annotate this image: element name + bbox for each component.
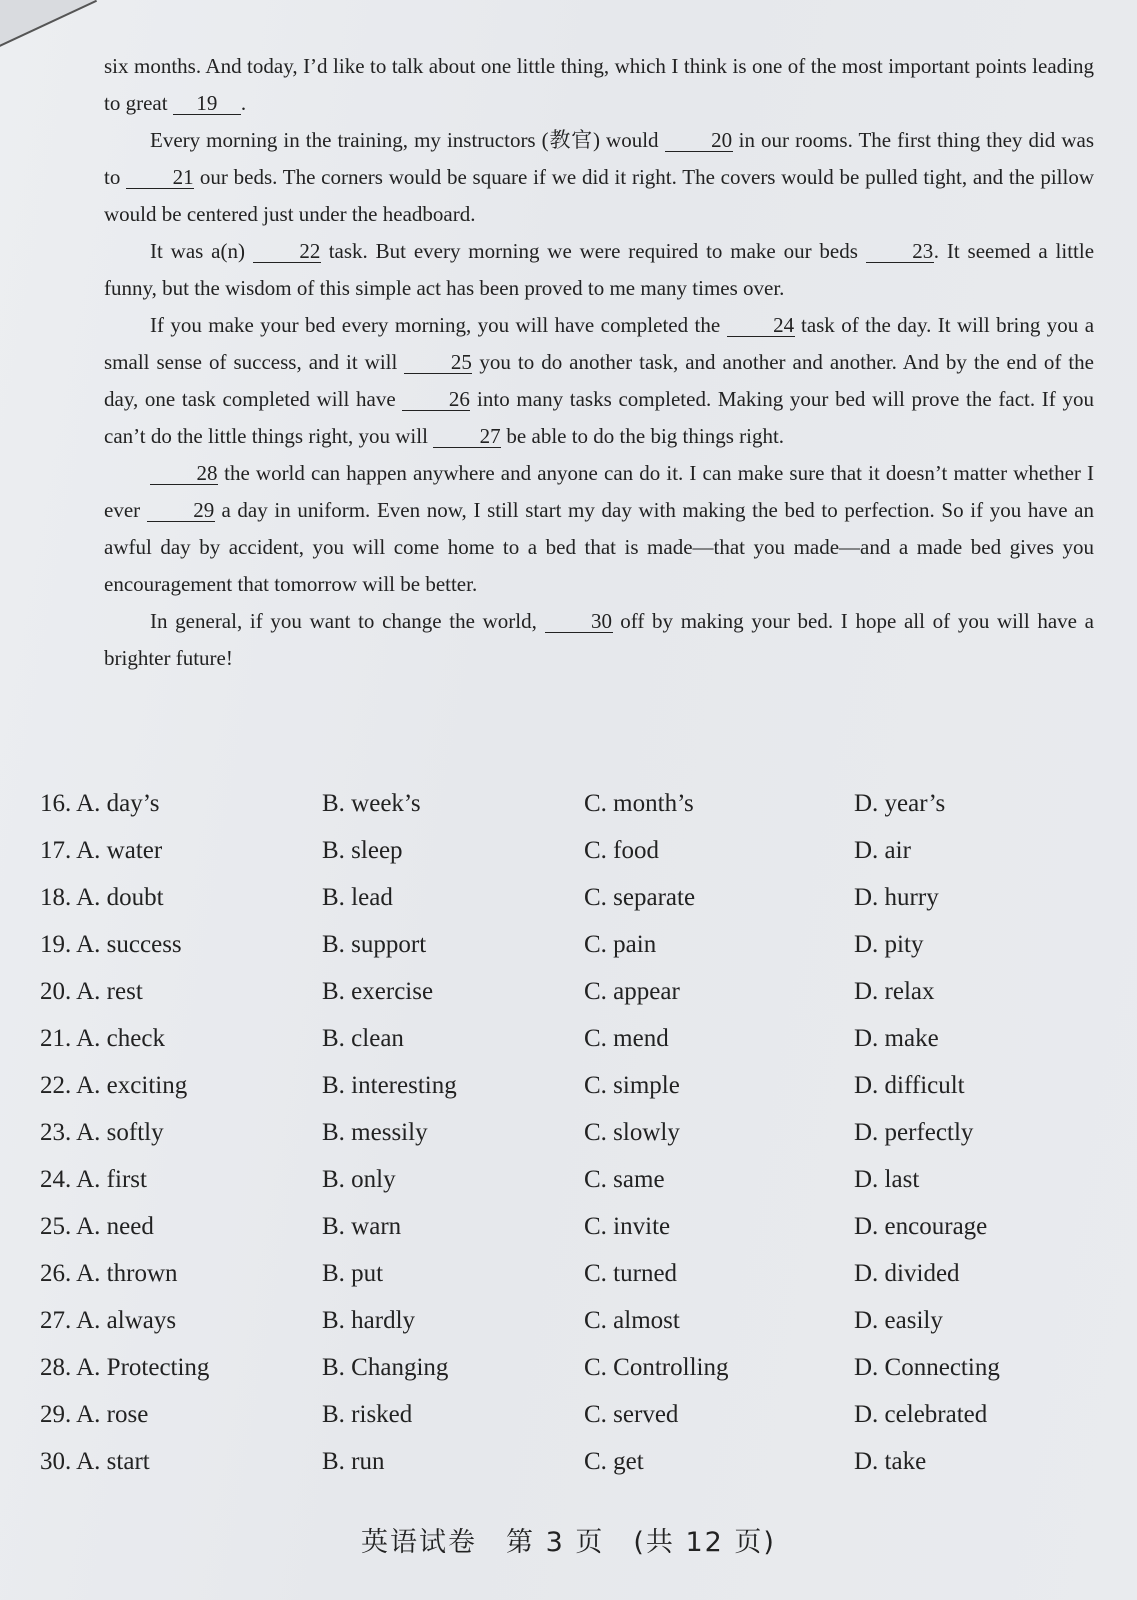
option-d: D. hurry bbox=[854, 883, 939, 911]
option-b: B. warn bbox=[322, 1212, 402, 1240]
option-d: D. year’s bbox=[854, 789, 946, 817]
option-c: C. invite bbox=[584, 1212, 671, 1240]
option-b: B. sleep bbox=[322, 836, 403, 864]
option-b: B. risked bbox=[322, 1400, 413, 1428]
option-d: D. air bbox=[854, 836, 911, 864]
option-a: 17. A. water bbox=[40, 836, 163, 864]
option-d: D. make bbox=[854, 1024, 939, 1052]
option-row-25 bbox=[40, 1203, 1120, 1250]
option-a: 16. A. day’s bbox=[40, 789, 160, 817]
option-b: B. interesting bbox=[322, 1071, 457, 1099]
option-b: B. put bbox=[322, 1259, 384, 1287]
option-row-20 bbox=[40, 968, 1120, 1015]
option-b: B. hardly bbox=[322, 1306, 416, 1334]
cloze-passage bbox=[104, 48, 1094, 677]
option-a: 23. A. softly bbox=[40, 1118, 164, 1146]
blank-23: 23 bbox=[866, 240, 934, 263]
option-a: 22. A. exciting bbox=[40, 1071, 188, 1099]
option-row-17 bbox=[40, 827, 1120, 874]
option-row-18 bbox=[40, 874, 1120, 921]
option-b: B. exercise bbox=[322, 977, 434, 1005]
option-c: C. appear bbox=[584, 977, 680, 1005]
option-row-28 bbox=[40, 1344, 1120, 1391]
option-d: D. encourage bbox=[854, 1212, 988, 1240]
option-b: B. clean bbox=[322, 1024, 404, 1052]
option-row-19 bbox=[40, 921, 1120, 968]
option-b: B. run bbox=[322, 1447, 385, 1475]
option-c: C. served bbox=[584, 1400, 679, 1428]
blank-21: 21 bbox=[126, 166, 194, 189]
blank-29: 29 bbox=[147, 499, 215, 522]
option-c: C. mend bbox=[584, 1024, 669, 1052]
option-c: C. get bbox=[584, 1447, 644, 1475]
folded-corner bbox=[0, 0, 97, 57]
option-row-24 bbox=[40, 1156, 1120, 1203]
option-row-23 bbox=[40, 1109, 1120, 1156]
paragraph-3: It was a(n) 22 task. But every morning we were required to make our beds 23. It seemed a little funny, but the wisdom of this simple act has been proved to me many times over. bbox=[104, 239, 1095, 300]
option-b: B. week’s bbox=[322, 789, 421, 817]
option-c: C. turned bbox=[584, 1259, 678, 1287]
option-c: C. slowly bbox=[584, 1118, 680, 1146]
option-a: 28. A. Protecting bbox=[40, 1353, 210, 1381]
option-d: D. take bbox=[854, 1447, 927, 1475]
option-d: D. Connecting bbox=[854, 1353, 1000, 1381]
option-d: D. last bbox=[854, 1165, 920, 1193]
blank-25: 25 bbox=[404, 351, 472, 374]
option-a: 19. A. success bbox=[40, 930, 182, 958]
option-c: C. Controlling bbox=[584, 1353, 729, 1381]
option-a: 20. A. rest bbox=[40, 977, 143, 1005]
option-c: C. separate bbox=[584, 883, 696, 911]
blank-26: 26 bbox=[402, 388, 470, 411]
option-a: 27. A. always bbox=[40, 1306, 177, 1334]
option-d: D. divided bbox=[854, 1259, 960, 1287]
blank-27: 27 bbox=[433, 425, 501, 448]
option-d: D. easily bbox=[854, 1306, 943, 1334]
option-row-22 bbox=[40, 1062, 1120, 1109]
option-d: D. celebrated bbox=[854, 1400, 988, 1428]
paragraph-6: In general, if you want to change the world, 30 off by making your bed. I hope all of you will have a brighter future! bbox=[104, 609, 1094, 670]
option-c: C. simple bbox=[584, 1071, 680, 1099]
paragraph-4: If you make your bed every morning, you will have completed the 24 task of the day. It will bring you a small sense of success, and it will 25 you to do another task, and another and another. And by the end of the day, one task completed will have 26 into many tasks completed. Making your bed will prove the fact. If you can’t do the little things right, you will 27 be able to do the big things right. bbox=[104, 313, 1095, 448]
blank-19: 19 bbox=[173, 92, 241, 115]
blank-28: 28 bbox=[150, 462, 218, 485]
blank-20: 20 bbox=[665, 129, 733, 152]
option-b: B. Changing bbox=[322, 1353, 449, 1381]
blank-22: 22 bbox=[253, 240, 321, 263]
option-b: B. lead bbox=[322, 883, 393, 911]
option-c: C. food bbox=[584, 836, 659, 864]
blank-30: 30 bbox=[545, 610, 613, 633]
paragraph-5: 28 the world can happen anywhere and anyone can do it. I can make sure that it doesn’t matter whether I ever 29 a day in uniform. Even now, I still start my day with making the bed to perfection. So if you have an awful day by accident, you will come home to a bed that is made—that you made—and a made bed gives you encouragement that tomorrow will be better. bbox=[104, 461, 1095, 596]
option-row-26 bbox=[40, 1250, 1120, 1297]
option-a: 30. A. start bbox=[40, 1447, 150, 1475]
paragraph-1: six months. And today, I’d like to talk about one little thing, which I think is one of the most important points leading to great 19 . bbox=[104, 54, 1094, 115]
option-c: C. almost bbox=[584, 1306, 680, 1334]
paragraph-2: Every morning in the training, my instructors (教官) would 20 in our rooms. The first thing they did was to 21 our beds. The corners would be square if we did it right. The covers would be pulled tight, and the pillow would be centered just under the headboard. bbox=[104, 128, 1095, 226]
option-a: 18. A. doubt bbox=[40, 883, 164, 911]
blank-24: 24 bbox=[727, 314, 795, 337]
option-c: C. pain bbox=[584, 930, 657, 958]
option-b: B. support bbox=[322, 930, 427, 958]
option-row-21 bbox=[40, 1015, 1120, 1062]
option-b: B. only bbox=[322, 1165, 396, 1193]
answer-options bbox=[40, 780, 1120, 1485]
option-a: 24. A. first bbox=[40, 1165, 147, 1193]
option-a: 25. A. need bbox=[40, 1212, 154, 1240]
option-a: 26. A. thrown bbox=[40, 1259, 178, 1287]
option-c: C. same bbox=[584, 1165, 665, 1193]
option-b: B. messily bbox=[322, 1118, 428, 1146]
option-row-30 bbox=[40, 1438, 1120, 1485]
option-c: C. month’s bbox=[584, 789, 694, 817]
option-a: 29. A. rose bbox=[40, 1400, 149, 1428]
option-a: 21. A. check bbox=[40, 1024, 165, 1052]
page-footer: 英语试卷 第 3 页 (共 12 页) bbox=[361, 1527, 776, 1558]
option-row-29 bbox=[40, 1391, 1120, 1438]
option-row-27 bbox=[40, 1297, 1120, 1344]
option-row-16 bbox=[40, 780, 1120, 827]
option-d: D. difficult bbox=[854, 1071, 965, 1099]
option-d: D. perfectly bbox=[854, 1118, 974, 1146]
option-d: D. pity bbox=[854, 930, 924, 958]
option-d: D. relax bbox=[854, 977, 935, 1005]
